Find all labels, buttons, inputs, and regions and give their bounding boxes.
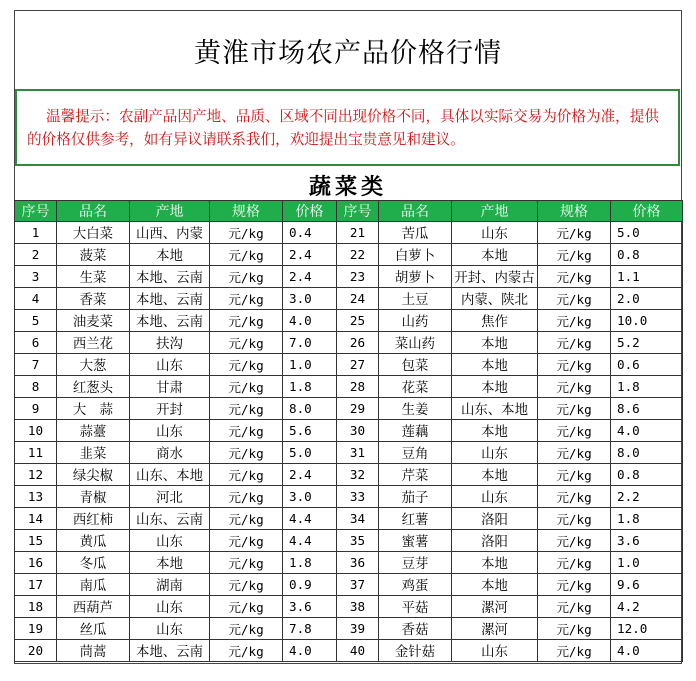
price-cell: 2.4 (283, 266, 337, 288)
price-cell: 0.8 (611, 244, 683, 266)
price-cell: 1.8 (283, 552, 337, 574)
origin-cell: 本地 (452, 244, 538, 266)
price-cell: 3.6 (611, 530, 683, 552)
page-title: 黄淮市场农产品价格行情 (194, 37, 502, 69)
seq-cell: 16 (15, 552, 57, 574)
origin-cell: 山东 (130, 618, 210, 640)
table-row (15, 530, 683, 552)
seq-cell: 5 (15, 310, 57, 332)
header-seq: 序号 (15, 201, 57, 222)
unit-cell: 元/kg (210, 640, 283, 662)
seq-cell: 11 (15, 442, 57, 464)
unit-cell: 元/kg (538, 310, 611, 332)
unit-cell: 元/kg (538, 354, 611, 376)
table-row (15, 266, 683, 288)
price-cell: 8.0 (283, 398, 337, 420)
name-cell: 苦瓜 (379, 222, 452, 244)
unit-cell: 元/kg (538, 244, 611, 266)
origin-cell: 开封、内蒙古 (452, 266, 538, 288)
price-cell: 4.0 (611, 640, 683, 662)
name-cell: 红薯 (379, 508, 452, 530)
origin-cell: 山东、本地 (452, 398, 538, 420)
table-row (15, 288, 683, 310)
name-cell: 蜜薯 (379, 530, 452, 552)
unit-cell: 元/kg (538, 420, 611, 442)
seq-cell: 27 (337, 354, 379, 376)
unit-cell: 元/kg (210, 288, 283, 310)
table-body (15, 222, 683, 662)
unit-cell: 元/kg (538, 266, 611, 288)
table-row (15, 332, 683, 354)
unit-cell: 元/kg (210, 442, 283, 464)
seq-cell: 29 (337, 398, 379, 420)
origin-cell: 山东 (452, 442, 538, 464)
name-cell: 包菜 (379, 354, 452, 376)
header-price: 价格 (611, 201, 683, 222)
name-cell: 韭菜 (57, 442, 130, 464)
unit-cell: 元/kg (210, 508, 283, 530)
origin-cell: 山东 (452, 640, 538, 662)
origin-cell: 山东、云南 (130, 508, 210, 530)
seq-cell: 37 (337, 574, 379, 596)
seq-cell: 26 (337, 332, 379, 354)
origin-cell: 本地 (452, 376, 538, 398)
price-cell: 2.4 (283, 244, 337, 266)
name-cell: 土豆 (379, 288, 452, 310)
origin-cell: 本地 (130, 552, 210, 574)
price-cell: 10.0 (611, 310, 683, 332)
name-cell: 香菜 (57, 288, 130, 310)
price-cell: 2.4 (283, 464, 337, 486)
table-row (15, 618, 683, 640)
name-cell: 山药 (379, 310, 452, 332)
name-cell: 西红柿 (57, 508, 130, 530)
price-cell: 4.0 (283, 640, 337, 662)
price-cell: 1.8 (611, 508, 683, 530)
price-cell: 1.8 (283, 376, 337, 398)
origin-cell: 扶沟 (130, 332, 210, 354)
price-cell: 5.6 (283, 420, 337, 442)
header-origin: 产地 (130, 201, 210, 222)
origin-cell: 漯河 (452, 596, 538, 618)
name-cell: 菠菜 (57, 244, 130, 266)
origin-cell: 洛阳 (452, 508, 538, 530)
seq-cell: 39 (337, 618, 379, 640)
name-cell: 生姜 (379, 398, 452, 420)
price-cell: 4.4 (283, 530, 337, 552)
seq-cell: 7 (15, 354, 57, 376)
seq-cell: 19 (15, 618, 57, 640)
seq-cell: 21 (337, 222, 379, 244)
name-cell: 茄子 (379, 486, 452, 508)
header-origin: 产地 (452, 201, 538, 222)
name-cell: 西兰花 (57, 332, 130, 354)
table-row (15, 354, 683, 376)
origin-cell: 洛阳 (452, 530, 538, 552)
seq-cell: 2 (15, 244, 57, 266)
origin-cell: 本地 (452, 332, 538, 354)
seq-cell: 4 (15, 288, 57, 310)
unit-cell: 元/kg (538, 574, 611, 596)
origin-cell: 漯河 (452, 618, 538, 640)
price-cell: 2.2 (611, 486, 683, 508)
table-row (15, 222, 683, 244)
name-cell: 茼蒿 (57, 640, 130, 662)
price-cell: 4.4 (283, 508, 337, 530)
unit-cell: 元/kg (210, 486, 283, 508)
unit-cell: 元/kg (538, 288, 611, 310)
header-name: 品名 (57, 201, 130, 222)
unit-cell: 元/kg (538, 398, 611, 420)
table-row (15, 552, 683, 574)
unit-cell: 元/kg (538, 376, 611, 398)
origin-cell: 开封 (130, 398, 210, 420)
unit-cell: 元/kg (210, 310, 283, 332)
table-row (15, 398, 683, 420)
seq-cell: 35 (337, 530, 379, 552)
price-cell: 0.9 (283, 574, 337, 596)
name-cell: 大葱 (57, 354, 130, 376)
origin-cell: 甘肃 (130, 376, 210, 398)
origin-cell: 山东、本地 (130, 464, 210, 486)
origin-cell: 商水 (130, 442, 210, 464)
origin-cell: 本地 (452, 574, 538, 596)
seq-cell: 33 (337, 486, 379, 508)
unit-cell: 元/kg (538, 530, 611, 552)
price-cell: 8.0 (611, 442, 683, 464)
price-cell: 1.1 (611, 266, 683, 288)
unit-cell: 元/kg (210, 244, 283, 266)
price-cell: 5.2 (611, 332, 683, 354)
table-header-row (15, 201, 683, 222)
seq-cell: 25 (337, 310, 379, 332)
seq-cell: 14 (15, 508, 57, 530)
seq-cell: 30 (337, 420, 379, 442)
price-cell: 12.0 (611, 618, 683, 640)
unit-cell: 元/kg (210, 552, 283, 574)
price-cell: 1.8 (611, 376, 683, 398)
unit-cell: 元/kg (210, 530, 283, 552)
table-row (15, 596, 683, 618)
unit-cell: 元/kg (538, 640, 611, 662)
unit-cell: 元/kg (538, 508, 611, 530)
seq-cell: 31 (337, 442, 379, 464)
seq-cell: 22 (337, 244, 379, 266)
seq-cell: 6 (15, 332, 57, 354)
origin-cell: 本地 (452, 464, 538, 486)
origin-cell: 山东 (452, 486, 538, 508)
price-cell: 0.4 (283, 222, 337, 244)
name-cell: 菜山药 (379, 332, 452, 354)
seq-cell: 1 (15, 222, 57, 244)
unit-cell: 元/kg (538, 552, 611, 574)
seq-cell: 34 (337, 508, 379, 530)
section-title: 蔬菜类 (308, 173, 387, 200)
name-cell: 蒜薹 (57, 420, 130, 442)
origin-cell: 山东 (452, 222, 538, 244)
origin-cell: 湖南 (130, 574, 210, 596)
name-cell: 绿尖椒 (57, 464, 130, 486)
name-cell: 南瓜 (57, 574, 130, 596)
name-cell: 冬瓜 (57, 552, 130, 574)
table-row (15, 640, 683, 662)
seq-cell: 40 (337, 640, 379, 662)
table-row (15, 420, 683, 442)
name-cell: 生菜 (57, 266, 130, 288)
name-cell: 莲藕 (379, 420, 452, 442)
origin-cell: 本地 (452, 552, 538, 574)
origin-cell: 山东 (130, 596, 210, 618)
name-cell: 红葱头 (57, 376, 130, 398)
seq-cell: 9 (15, 398, 57, 420)
unit-cell: 元/kg (210, 618, 283, 640)
name-cell: 芹菜 (379, 464, 452, 486)
table-row (15, 442, 683, 464)
notice-box: 温馨提示：农副产品因产地、品质、区域不同出现价格不同，具体以实际交易为价格为准，提供的价格仅供参考，如有异议请联系我们，欢迎提出宝贵意见和建议。 (15, 89, 680, 166)
price-cell: 3.0 (283, 288, 337, 310)
name-cell: 大 蒜 (57, 398, 130, 420)
price-cell: 2.0 (611, 288, 683, 310)
origin-cell: 山东 (130, 420, 210, 442)
origin-cell: 山东 (130, 354, 210, 376)
origin-cell: 本地、云南 (130, 310, 210, 332)
seq-cell: 18 (15, 596, 57, 618)
origin-cell: 山西、内蒙 (130, 222, 210, 244)
name-cell: 胡萝卜 (379, 266, 452, 288)
name-cell: 黄瓜 (57, 530, 130, 552)
origin-cell: 内蒙、陕北 (452, 288, 538, 310)
unit-cell: 元/kg (538, 486, 611, 508)
unit-cell: 元/kg (210, 420, 283, 442)
unit-cell: 元/kg (210, 222, 283, 244)
unit-cell: 元/kg (210, 332, 283, 354)
header-unit: 规格 (210, 201, 283, 222)
price-cell: 7.8 (283, 618, 337, 640)
header-unit: 规格 (538, 201, 611, 222)
name-cell: 豆芽 (379, 552, 452, 574)
seq-cell: 20 (15, 640, 57, 662)
origin-cell: 本地 (452, 354, 538, 376)
origin-cell: 焦作 (452, 310, 538, 332)
seq-cell: 36 (337, 552, 379, 574)
seq-cell: 13 (15, 486, 57, 508)
price-cell: 0.8 (611, 464, 683, 486)
header-seq: 序号 (337, 201, 379, 222)
origin-cell: 河北 (130, 486, 210, 508)
name-cell: 西葫芦 (57, 596, 130, 618)
unit-cell: 元/kg (210, 596, 283, 618)
price-cell: 4.2 (611, 596, 683, 618)
unit-cell: 元/kg (210, 464, 283, 486)
price-cell: 9.6 (611, 574, 683, 596)
origin-cell: 本地、云南 (130, 266, 210, 288)
seq-cell: 10 (15, 420, 57, 442)
origin-cell: 山东 (130, 530, 210, 552)
table-row (15, 310, 683, 332)
seq-cell: 28 (337, 376, 379, 398)
unit-cell: 元/kg (210, 266, 283, 288)
unit-cell: 元/kg (538, 442, 611, 464)
name-cell: 豆角 (379, 442, 452, 464)
seq-cell: 24 (337, 288, 379, 310)
name-cell: 平菇 (379, 596, 452, 618)
name-cell: 青椒 (57, 486, 130, 508)
seq-cell: 17 (15, 574, 57, 596)
seq-cell: 15 (15, 530, 57, 552)
unit-cell: 元/kg (538, 596, 611, 618)
unit-cell: 元/kg (210, 376, 283, 398)
table-row (15, 574, 683, 596)
table-row (15, 376, 683, 398)
origin-cell: 本地、云南 (130, 288, 210, 310)
header-price: 价格 (283, 201, 337, 222)
price-cell: 7.0 (283, 332, 337, 354)
price-cell: 8.6 (611, 398, 683, 420)
name-cell: 花菜 (379, 376, 452, 398)
price-cell: 3.0 (283, 486, 337, 508)
unit-cell: 元/kg (538, 332, 611, 354)
unit-cell: 元/kg (538, 618, 611, 640)
price-cell: 0.6 (611, 354, 683, 376)
seq-cell: 12 (15, 464, 57, 486)
name-cell: 白萝卜 (379, 244, 452, 266)
table-row (15, 464, 683, 486)
name-cell: 丝瓜 (57, 618, 130, 640)
name-cell: 大白菜 (57, 222, 130, 244)
seq-cell: 8 (15, 376, 57, 398)
price-cell: 5.0 (283, 442, 337, 464)
table-row (15, 508, 683, 530)
name-cell: 鸡蛋 (379, 574, 452, 596)
header-name: 品名 (379, 201, 452, 222)
name-cell: 油麦菜 (57, 310, 130, 332)
seq-cell: 32 (337, 464, 379, 486)
name-cell: 金针菇 (379, 640, 452, 662)
price-cell: 5.0 (611, 222, 683, 244)
price-cell: 4.0 (611, 420, 683, 442)
name-cell: 香菇 (379, 618, 452, 640)
price-cell: 3.6 (283, 596, 337, 618)
seq-cell: 3 (15, 266, 57, 288)
unit-cell: 元/kg (538, 464, 611, 486)
unit-cell: 元/kg (210, 354, 283, 376)
origin-cell: 本地、云南 (130, 640, 210, 662)
price-cell: 1.0 (283, 354, 337, 376)
unit-cell: 元/kg (210, 398, 283, 420)
price-cell: 1.0 (611, 552, 683, 574)
table-row (15, 244, 683, 266)
price-cell: 4.0 (283, 310, 337, 332)
table-row (15, 486, 683, 508)
unit-cell: 元/kg (210, 574, 283, 596)
unit-cell: 元/kg (538, 222, 611, 244)
seq-cell: 23 (337, 266, 379, 288)
origin-cell: 本地 (452, 420, 538, 442)
price-table (14, 200, 683, 662)
origin-cell: 本地 (130, 244, 210, 266)
seq-cell: 38 (337, 596, 379, 618)
